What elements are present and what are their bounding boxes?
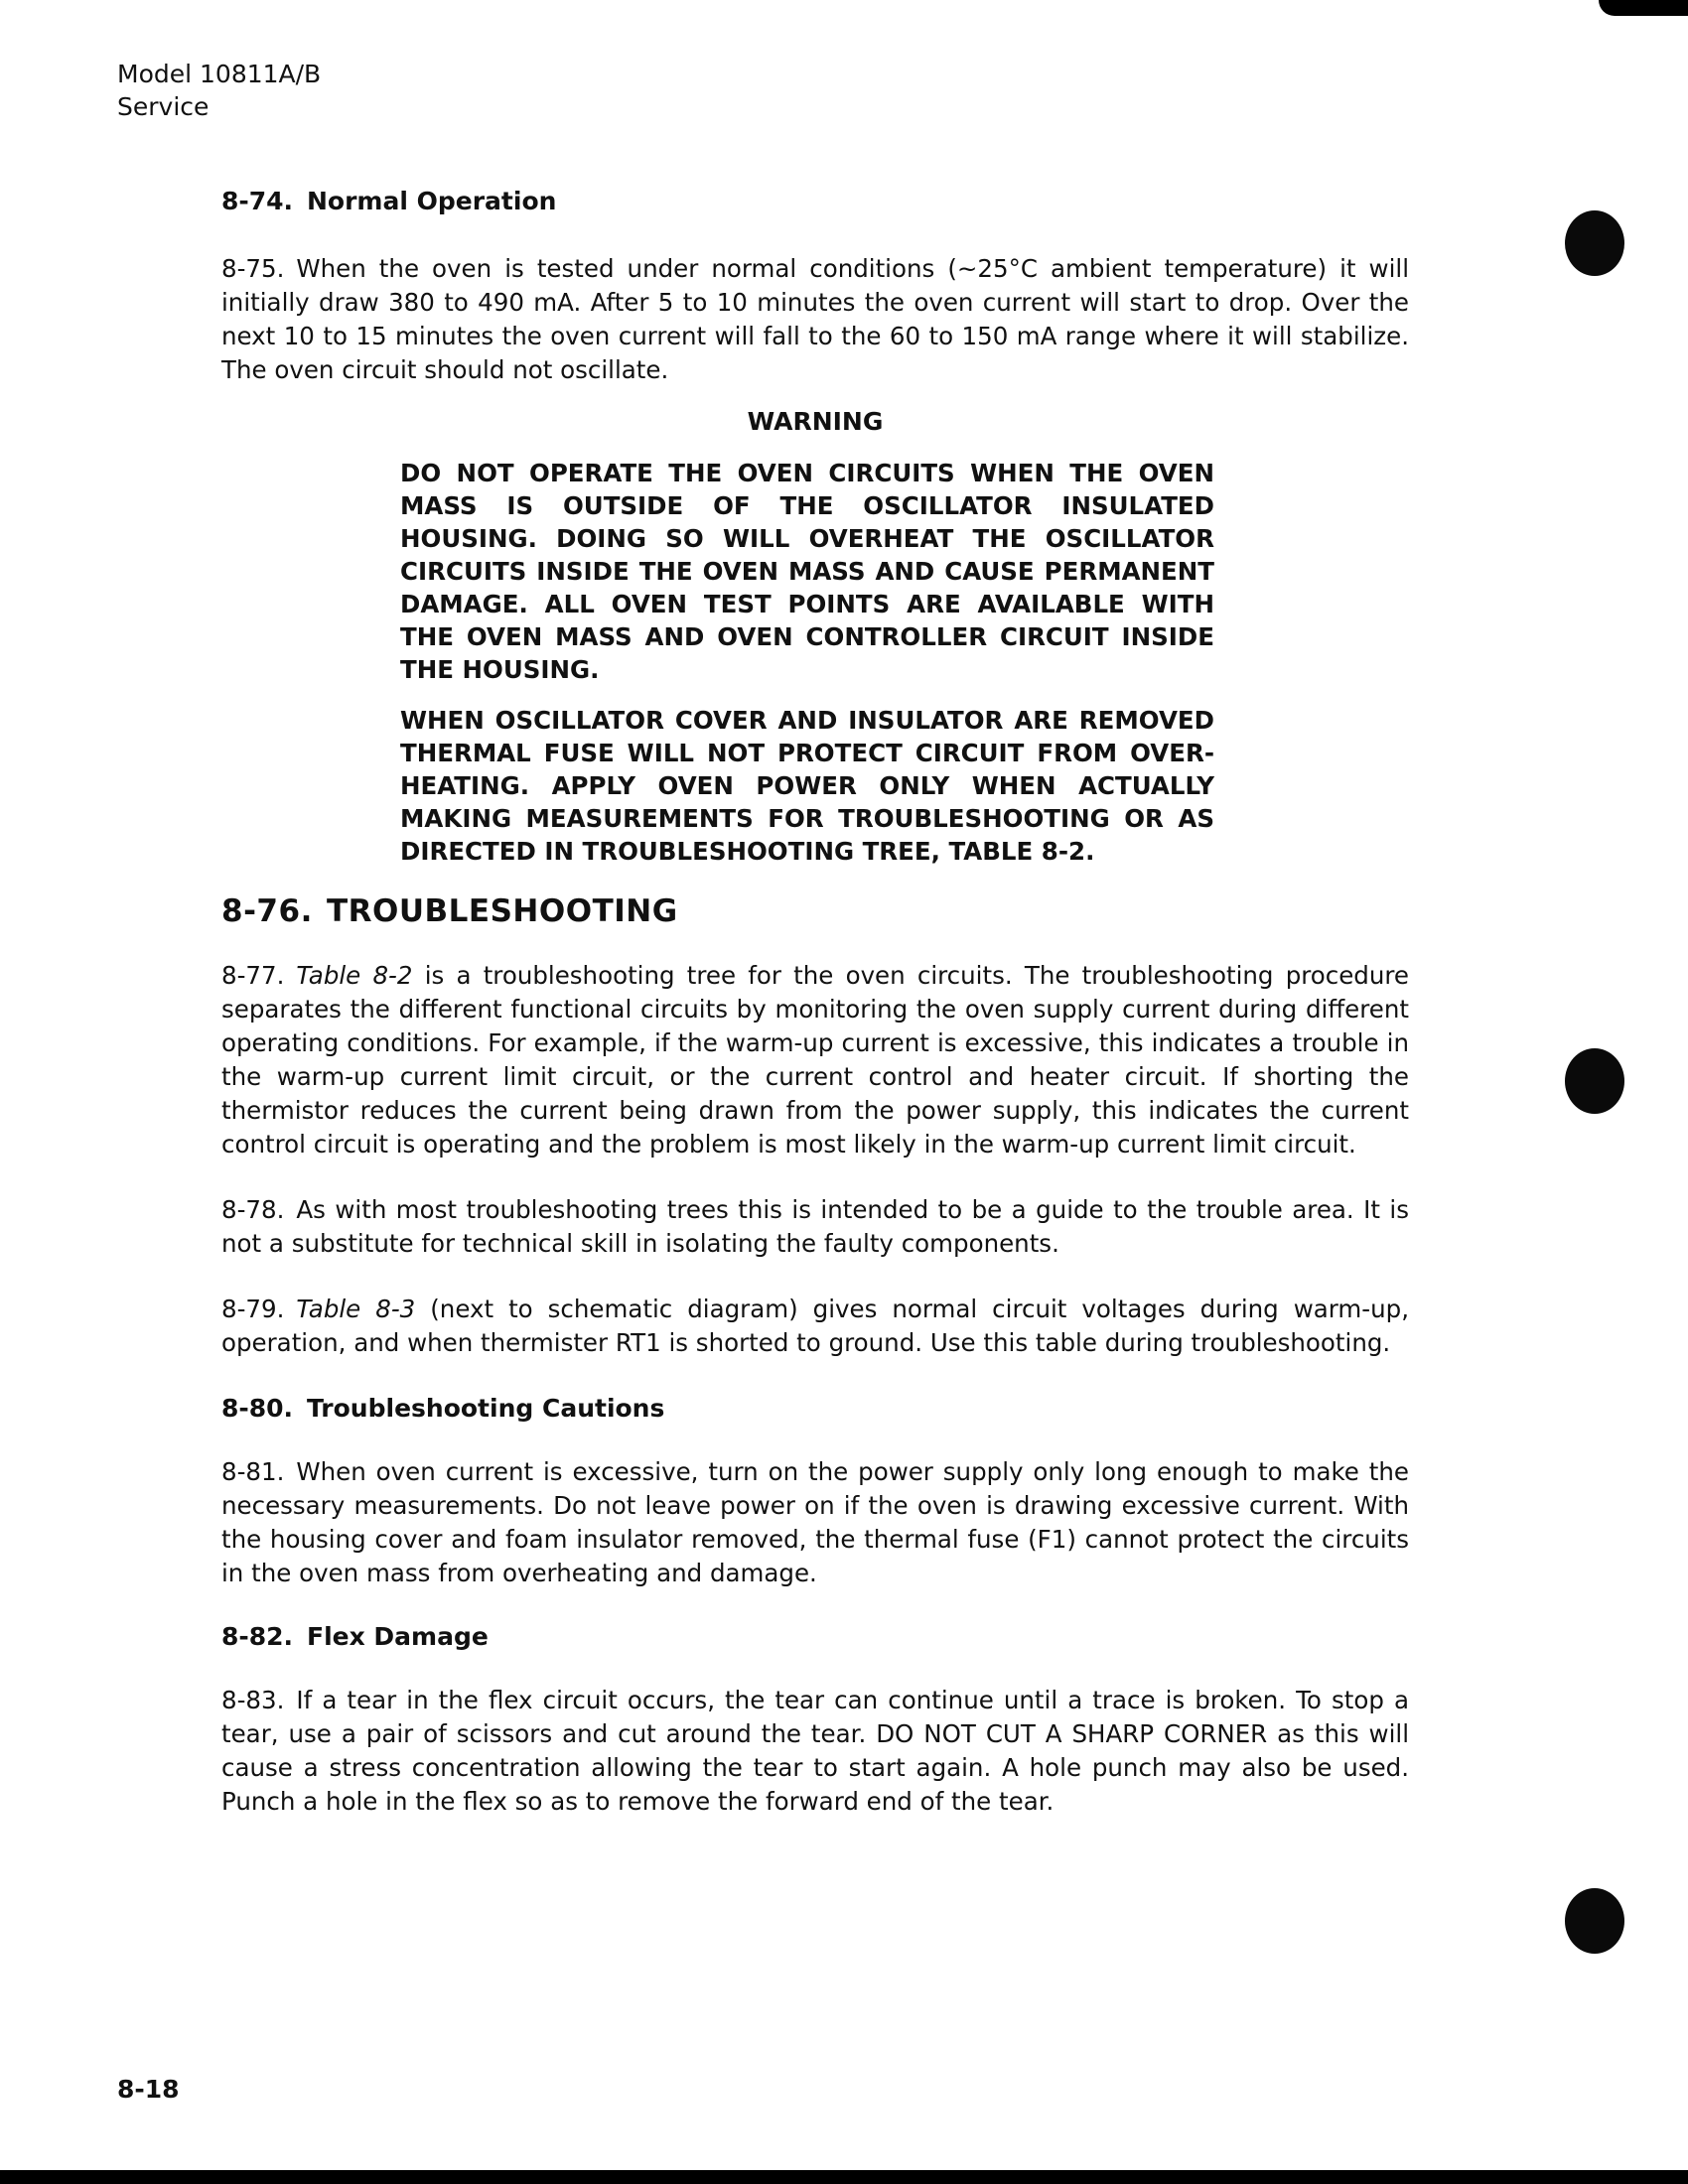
page-header xyxy=(117,58,321,123)
binder-hole-top xyxy=(1565,210,1624,276)
binder-hole-bottom xyxy=(1565,1888,1624,1954)
paragraph-8-78 xyxy=(221,1193,1409,1261)
heading-title: TROUBLESHOOTING xyxy=(327,893,678,929)
paragraph-text: is a troubleshooting tree for the oven circuits. The troubleshooting procedure separates the different functional circuits by monitoring the oven supply current during different operating conditions. For example, if the warm-up current is excessive, this indicates a trouble in the warm-up current limit circuit, or the current control and heater circuit. If shorting the thermistor reduces the current being drawn from the power supply, this indicates the current control circuit is operating and the problem is most likely in the warm-up current limit circuit. xyxy=(221,961,1409,1159)
paragraph-number: 8-83. xyxy=(221,1686,285,1714)
paragraph-8-75 xyxy=(221,252,1409,387)
paragraph-8-81 xyxy=(221,1455,1409,1590)
paragraph-number: 8-79. xyxy=(221,1295,285,1323)
heading-title: Normal Operation xyxy=(307,187,557,215)
page-number: 8-18 xyxy=(117,2075,180,2104)
heading-troubleshooting-cautions xyxy=(221,1392,1409,1426)
paragraph-8-77 xyxy=(221,959,1409,1161)
table-reference: Table 8-2 xyxy=(296,961,413,990)
scan-bottom-edge xyxy=(0,2170,1688,2184)
paragraph-number: 8-75. xyxy=(221,254,285,283)
table-reference: Table 8-3 xyxy=(296,1295,416,1323)
heading-number: 8-76. xyxy=(221,893,313,929)
section-label: Service xyxy=(117,92,210,121)
paragraph-number: 8-78. xyxy=(221,1195,285,1224)
paragraph-number: 8-77. xyxy=(221,961,285,990)
heading-troubleshooting xyxy=(221,891,1409,931)
warning-section xyxy=(221,405,1409,868)
paragraph-text: When the oven is tested under normal conditions (~25°C ambient temperature) it will initially draw 380 to 490 mA. After 5 to 10 minutes the oven current will start to drop. Over the next 10 to 15 minutes the oven current will fall to the 60 to 150 mA range where it will stabilize. The oven circuit should not oscillate. xyxy=(221,254,1409,384)
scan-corner-mark xyxy=(1599,0,1688,16)
paragraph-8-83 xyxy=(221,1684,1409,1819)
heading-title: Troubleshooting Cautions xyxy=(307,1394,665,1423)
model-label: Model 10811A/B xyxy=(117,60,322,88)
paragraph-text: As with most troubleshooting trees this is intended to be a guide to the trouble area. It is not a substitute for technical skill in isolating the faulty components. xyxy=(221,1195,1409,1258)
paragraph-8-79 xyxy=(221,1293,1409,1360)
binder-hole-middle xyxy=(1565,1048,1624,1114)
paragraph-number: 8-81. xyxy=(221,1457,285,1486)
paragraph-text: When oven current is excessive, turn on the power supply only long enough to make the necessary measurements. Do not leave power on if the oven is drawing excessive current. With the housing cover and foam insulator removed, the thermal fuse (F1) cannot protect the circuits in the oven mass from overheating and damage. xyxy=(221,1457,1409,1587)
paragraph-text: If a tear in the flex circuit occurs, the tear can continue until a trace is broken. To stop a tear, use a pair of scissors and cut around the tear. DO NOT CUT A SHARP CORNER as this will cause a stress concentration allowing the tear to start again. A hole punch may also be used. Punch a hole in the flex so as to remove the forward end of the tear. xyxy=(221,1686,1409,1816)
heading-number: 8-80. xyxy=(221,1394,294,1423)
warning-paragraph-1: DO NOT OPERATE THE OVEN CIRCUITS WHEN THE OVEN MASS IS OUTSIDE OF THE OSCILLATOR INSULATED HOUSING. DOING SO WILL OVERHEAT THE OSCILLATOR CIRCUITS INSIDE THE OVEN MASS AND CAUSE PERMANENT DAMAGE. ALL OVEN TEST POINTS ARE AVAILABLE WITH THE OVEN MASS AND OVEN CONTROLLER CIRCUIT INSIDE THE HOUSING. xyxy=(400,459,1214,684)
warning-title: WARNING xyxy=(747,407,884,436)
heading-flex-damage xyxy=(221,1620,1409,1654)
heading-number: 8-74. xyxy=(221,187,294,215)
heading-number: 8-82. xyxy=(221,1622,294,1651)
warning-paragraph-2: WHEN OSCILLATOR COVER AND INSULATOR ARE REMOVED THERMAL FUSE WILL NOT PROTECT CIRCUIT FROM OVER-HEATING. APPLY OVEN POWER ONLY WHEN ACTUALLY MAKING MEASUREMENTS FOR TROUBLESHOOTING OR AS DIRECTED IN TROUBLESHOOTING TREE, TABLE 8-2. xyxy=(400,706,1214,866)
heading-title: Flex Damage xyxy=(307,1622,489,1651)
heading-normal-operation xyxy=(221,185,1409,218)
page-content xyxy=(221,185,1409,1819)
paragraph-text: (next to schematic diagram) gives normal circuit voltages during warm-up, operation, and when thermister RT1 is shorted to ground. Use this table during troubleshooting. xyxy=(221,1295,1409,1357)
